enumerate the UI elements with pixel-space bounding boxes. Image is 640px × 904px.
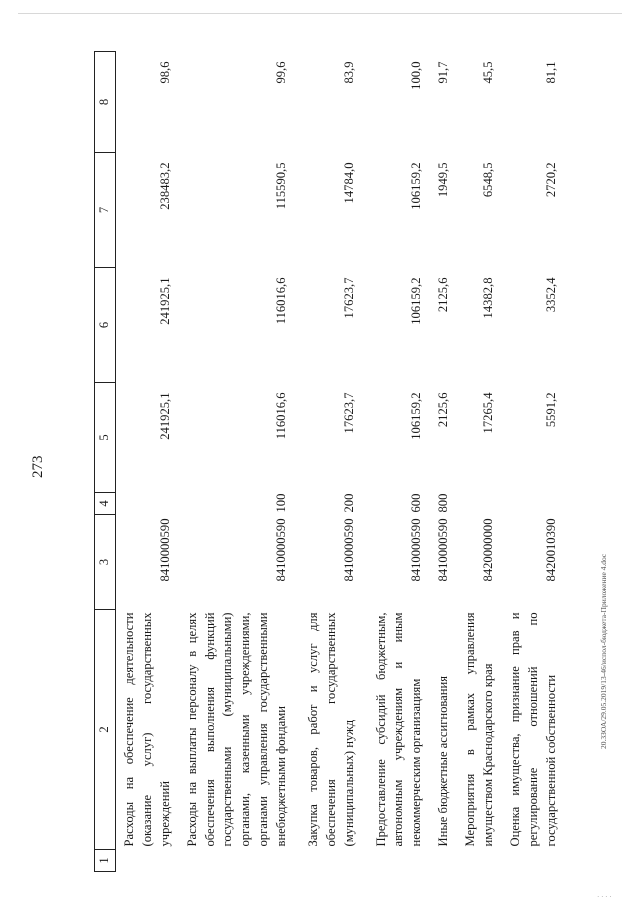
row-index-cell xyxy=(457,850,502,872)
page-number: 273 xyxy=(30,455,46,478)
table-row xyxy=(295,52,363,872)
target-code-cell: 8410000590 xyxy=(274,518,288,582)
table-row xyxy=(116,52,179,872)
execution-percent-cell: 91,7 xyxy=(436,61,451,84)
row-index-cell xyxy=(430,850,457,872)
target-code-cell: 8410000590 xyxy=(341,518,356,582)
approved-amount-cell: 17623,7 xyxy=(341,392,356,434)
target-code-cell: 8410000590 xyxy=(409,518,424,582)
executed-amount-cell: 106159,2 xyxy=(409,162,424,210)
planned-amount-cell: 241925,1 xyxy=(157,277,172,325)
row-index-cell xyxy=(295,850,363,872)
executed-amount-cell: 1949,5 xyxy=(436,162,451,198)
row-index-cell xyxy=(363,850,431,872)
column-header: 7 xyxy=(95,153,116,268)
execution-percent-cell: 99,6 xyxy=(274,61,288,84)
expense-type-cell xyxy=(457,493,502,515)
executed-amount-cell: 14784,0 xyxy=(341,162,356,204)
column-header: 1 xyxy=(95,850,116,872)
approved-amount-cell: 17265,4 xyxy=(480,392,495,434)
table-row xyxy=(430,52,457,872)
table-row xyxy=(179,52,295,872)
column-header: 3 xyxy=(95,515,116,610)
expense-type-cell: 200 xyxy=(341,493,356,513)
expense-type-cell xyxy=(116,493,179,515)
row-index-cell xyxy=(502,850,565,872)
table-header-row xyxy=(95,52,116,872)
execution-percent-cell: 45,5 xyxy=(480,61,495,84)
execution-percent-cell: 100,0 xyxy=(409,61,424,90)
table-row xyxy=(457,52,502,872)
column-header: 8 xyxy=(95,52,116,153)
planned-amount-cell: 14382,8 xyxy=(480,277,495,319)
approved-amount-cell: 2125,6 xyxy=(436,392,451,428)
description-cell: Иные бюджетные ассигнования xyxy=(436,675,451,847)
description-cell: Предоставление субсидий бюджетным, автономным учреждениям и иным некоммерческим организациям xyxy=(373,612,424,847)
column-header: 4 xyxy=(95,493,116,515)
planned-amount-cell: 2125,6 xyxy=(436,277,451,313)
approved-amount-cell: 241925,1 xyxy=(157,392,172,440)
file-path-footer: 20.3ЗОА/29.05.2019/13-46/испол-бюджета-Приложение 4.doc xyxy=(599,553,608,749)
column-header: 6 xyxy=(95,268,116,383)
executed-amount-cell: 6548,5 xyxy=(480,162,495,198)
planned-amount-cell: 116016,6 xyxy=(274,277,288,325)
executed-amount-cell: 238483,2 xyxy=(157,162,172,210)
expense-type-cell: 600 xyxy=(409,493,424,513)
approved-amount-cell: 5591,2 xyxy=(543,392,558,428)
target-code-cell: 8410000590 xyxy=(436,518,451,582)
description-cell: Закупка товаров, работ и услуг для обеспечения государственных (муниципальных) нужд xyxy=(305,612,356,847)
row-index-cell xyxy=(116,850,179,872)
executed-amount-cell: 115590,5 xyxy=(274,162,288,210)
execution-percent-cell: 81,1 xyxy=(543,61,558,84)
description-cell: Расходы на обеспечение деятельности (оказание услуг) государственных учреждений xyxy=(122,612,172,847)
execution-percent-cell: 98,6 xyxy=(157,61,172,84)
target-code-cell: 8410000590 xyxy=(157,518,172,582)
row-index-cell xyxy=(179,850,295,872)
table-row xyxy=(502,52,565,872)
target-code-cell: 8420010390 xyxy=(543,518,558,582)
description-cell: Мероприятия в рамках управления имуществом Краснодарского края xyxy=(463,612,495,847)
planned-amount-cell: 106159,2 xyxy=(409,277,424,325)
budget-table xyxy=(94,51,564,872)
approved-amount-cell: 106159,2 xyxy=(409,392,424,440)
executed-amount-cell: 2720,2 xyxy=(543,162,558,198)
expense-type-cell xyxy=(502,493,565,515)
description-cell: Оценка имущества, признание прав и регулирование отношений по государственной собственности xyxy=(507,612,558,847)
description-cell: Расходы на выплаты персоналу в целях обеспечения выполнения функций государственными (муниципальными) органами, казенными учреждениями, органами управления государственными внебюджетными фондами xyxy=(184,612,288,847)
approved-amount-cell: 116016,6 xyxy=(274,392,288,440)
scan-marks: · · · · xyxy=(597,893,612,901)
expense-type-cell: 100 xyxy=(274,493,288,513)
column-header: 2 xyxy=(95,610,116,850)
expense-type-cell: 800 xyxy=(436,493,451,513)
target-code-cell: 8420000000 xyxy=(480,518,495,582)
planned-amount-cell: 17623,7 xyxy=(341,277,356,319)
execution-percent-cell: 83,9 xyxy=(341,61,356,84)
column-header: 5 xyxy=(95,383,116,493)
table-row xyxy=(363,52,431,872)
planned-amount-cell: 3352,4 xyxy=(543,277,558,313)
